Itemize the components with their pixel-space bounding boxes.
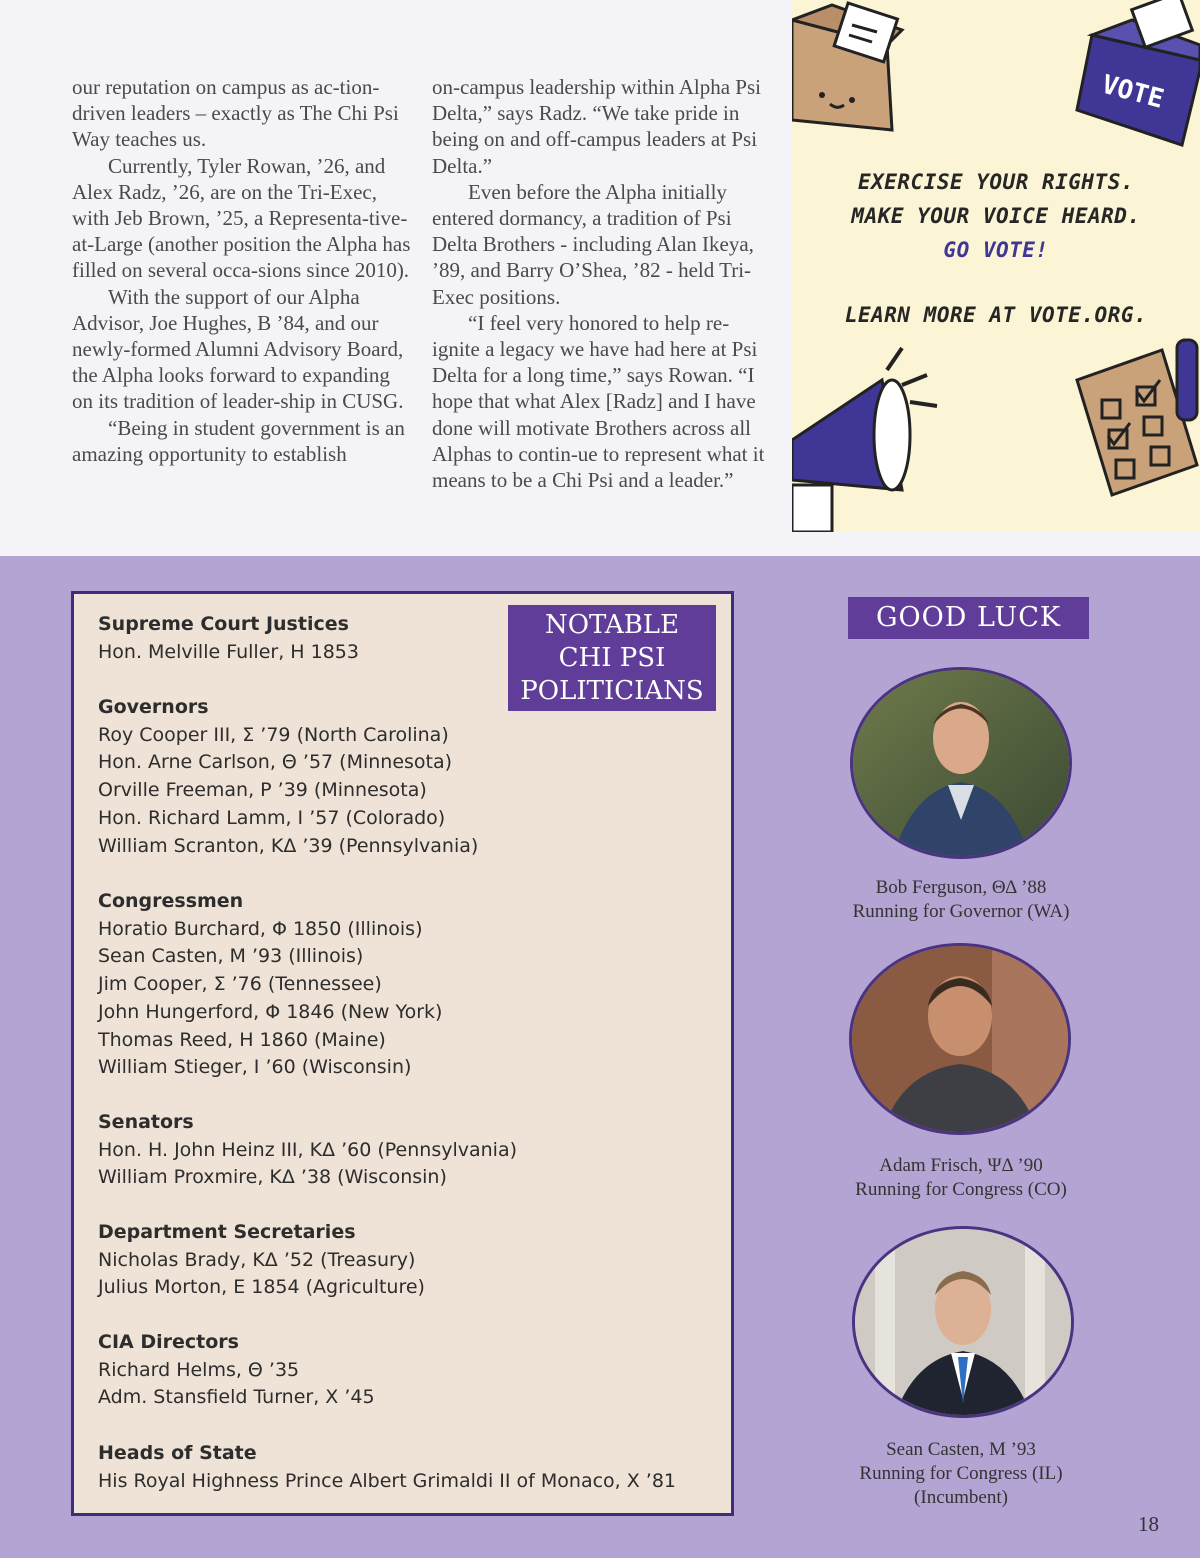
candidate-name: Bob Ferguson, ΘΔ ’88	[875, 877, 1047, 898]
title-line: POLITICIANS	[520, 676, 704, 706]
candidate-photo-casten	[852, 1226, 1074, 1418]
politician-name: William Stieger, I ’60 (Wisconsin)	[98, 1056, 412, 1079]
title-line: NOTABLE	[544, 610, 680, 640]
politician-name: His Royal Highness Prince Albert Grimaldi II of Monaco, X ’81	[98, 1469, 677, 1492]
article-paragraph: our reputation on campus as ac-tion-driven leaders – exactly as The Chi Psi Way teaches us.	[72, 75, 399, 152]
politician-name: William Proxmire, KΔ ’38 (Wisconsin)	[98, 1166, 447, 1189]
vote-box-icon	[1062, 0, 1200, 150]
politician-name: Hon. Arne Carlson, Θ ’57 (Minnesota)	[98, 751, 453, 774]
politician-name: Horatio Burchard, Φ 1850 (Illinois)	[98, 917, 423, 940]
politician-name: Jim Cooper, Σ ’76 (Tennessee)	[98, 973, 382, 996]
article-paragraph: “Being in student government is an amazing opportunity to establish	[72, 415, 405, 466]
section-department-secretaries	[98, 1219, 425, 1302]
section-heading: Senators	[98, 1111, 194, 1133]
politician-name: Roy Cooper III, Σ ’79 (North Carolina)	[98, 723, 449, 746]
candidate-name: Adam Frisch, ΨΔ ’90	[879, 1155, 1043, 1176]
politician-name: Hon. Richard Lamm, I ’57 (Colorado)	[98, 806, 446, 829]
section-heading: Supreme Court Justices	[98, 613, 349, 635]
politician-name: Hon. H. John Heinz III, KΔ ’60 (Pennsylvania)	[98, 1138, 518, 1161]
candidate-detail: Running for Governor (WA)	[852, 901, 1070, 922]
vote-advertisement	[792, 0, 1200, 532]
section-heading: Department Secretaries	[98, 1221, 356, 1243]
ballot-box-icon	[792, 0, 932, 135]
politician-name: John Hungerford, Φ 1846 (New York)	[98, 1000, 443, 1023]
politician-name: Thomas Reed, H 1860 (Maine)	[98, 1028, 386, 1051]
title-line: CHI PSI	[558, 643, 666, 673]
section-heading: CIA Directors	[98, 1331, 239, 1353]
section-congressmen	[98, 888, 442, 1082]
article-paragraph: “I feel very honored to help re-ignite a legacy we have had here at Psi Delta for a long time,” says Rowan. “I hope that what Alex [Radz] and I have done will motivate Brothers across all Alphas to contin-ue to represent what it means to be a Chi Psi and a leader.”	[432, 310, 765, 493]
candidate-caption	[820, 1438, 1102, 1510]
section-heading: Congressmen	[98, 890, 244, 912]
politician-name: Hon. Melville Fuller, H 1853	[98, 640, 359, 663]
section-heading: Governors	[98, 696, 209, 718]
article-paragraph: Currently, Tyler Rowan, ’26, and Alex Radz, ’26, are on the Tri-Exec, with Jeb Brown, ’25, a Representa-tive-at-Large (another position the Alpha has filled on several occa-sions since 2010).	[72, 153, 411, 283]
politicians-title	[508, 605, 716, 711]
vote-box-label: VOTE	[1098, 69, 1167, 115]
ad-line-learn-more: LEARN MORE AT VOTE.ORG.	[844, 303, 1148, 327]
article-column-1	[72, 74, 412, 467]
section-heads-of-state	[98, 1440, 676, 1495]
politician-name: Sean Casten, M ’93 (Illinois)	[98, 945, 364, 968]
article-paragraph: Even before the Alpha initially entered dormancy, a tradition of Psi Delta Brothers - including Alan Ikeya, ’89, and Barry O’Shea, ’82 - held Tri-Exec positions.	[432, 179, 754, 309]
candidate-photo-frisch	[849, 943, 1071, 1135]
article-paragraph: With the support of our Alpha Advisor, Joe Hughes, B ’84, and our newly-formed Alumni Advisory Board, the Alpha looks forward to expanding on its tradition of leader-ship in CUSG.	[72, 284, 404, 414]
candidate-name: Sean Casten, M ’93	[886, 1439, 1036, 1460]
section-supreme-court	[98, 611, 359, 666]
candidate-photo-ferguson	[850, 667, 1072, 859]
ad-line-2: MAKE YOUR VOICE HEARD.	[851, 204, 1141, 228]
section-cia-directors	[98, 1329, 375, 1412]
article-column-2	[432, 74, 777, 493]
section-governors	[98, 694, 478, 860]
politician-name: Orville Freeman, P ’39 (Minnesota)	[98, 779, 427, 802]
ad-line-go-vote: GO VOTE!	[943, 238, 1049, 262]
ballot-checklist-icon	[1072, 335, 1200, 500]
candidate-caption	[820, 876, 1102, 924]
politician-name: William Scranton, KΔ ’39 (Pennsylvania)	[98, 834, 479, 857]
politician-name: Adm. Stansfield Turner, X ’45	[98, 1386, 375, 1409]
politician-name: Julius Morton, E 1854 (Agriculture)	[98, 1276, 425, 1299]
section-senators	[98, 1109, 517, 1192]
megaphone-icon	[792, 340, 952, 532]
page-number: 18	[1138, 1512, 1159, 1536]
section-heading: Heads of State	[98, 1442, 257, 1464]
candidate-caption	[820, 1154, 1102, 1202]
article-paragraph: on-campus leadership within Alpha Psi Delta,” says Radz. “We take pride in being on and off-campus leaders at Psi Delta.”	[432, 75, 761, 178]
ad-line-1: EXERCISE YOUR RIGHTS.	[857, 170, 1134, 194]
candidate-detail: Running for Congress (IL)	[859, 1463, 1063, 1484]
candidate-detail: Running for Congress (CO)	[855, 1179, 1067, 1200]
politician-name: Richard Helms, Θ ’35	[98, 1358, 300, 1381]
politician-name: Nicholas Brady, KΔ ’52 (Treasury)	[98, 1248, 416, 1271]
candidate-status: (Incumbent)	[914, 1487, 1008, 1508]
good-luck-title: GOOD LUCK	[848, 597, 1089, 639]
